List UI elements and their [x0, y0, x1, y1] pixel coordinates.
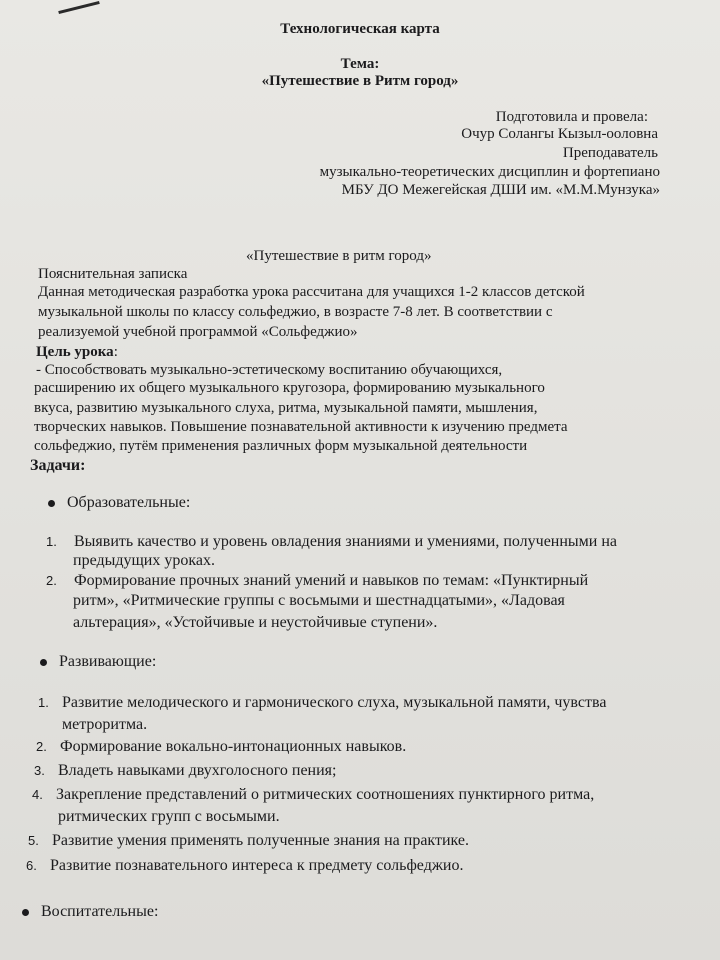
item-text: Развитие познавательного интереса к предмету сольфеджио. [50, 857, 464, 874]
item-number: 2. [36, 739, 47, 754]
tasks-heading: Задачи: [30, 457, 86, 474]
educational-heading [48, 494, 190, 512]
list-item [46, 572, 588, 590]
item-number: 1. [38, 695, 49, 710]
goal-line-5: сольфеджио, путём применения различных форм музыкальной деятельности [34, 438, 528, 454]
item-text: Закрепление представлений о ритмических соотношениях пунктирного ритма, [56, 786, 595, 803]
goal-colon: : [113, 344, 118, 360]
item-number: 6. [26, 858, 37, 873]
goal-line-4: творческих навыков. Повышение познавательной активности к изучению предмета [34, 419, 568, 435]
author-name: Очур Солангы Кызыл-ооловна [461, 126, 658, 142]
upbringing-label: Воспитательные: [41, 903, 159, 920]
item-text: Формирование прочных знаний умений и навыков по темам: «Пунктирный [74, 572, 589, 589]
list-item [46, 533, 617, 551]
explanatory-line-1: Данная методическая разработка урока рассчитана для учащихся 1-2 классов детской [38, 284, 585, 300]
list-item [34, 762, 336, 780]
goal-label: Цель урока [36, 344, 114, 360]
item-number: 5. [28, 833, 39, 848]
item-number: 1. [46, 534, 57, 549]
list-item [32, 786, 594, 804]
upbringing-heading [22, 903, 158, 921]
list-item [26, 857, 463, 875]
topic-label: Тема: [340, 56, 380, 72]
author-school: МБУ ДО Межегейская ДШИ им. «М.М.Мунзука» [341, 182, 660, 198]
item-text: Развитие мелодического и гармонического слуха, музыкальной памяти, чувства [62, 694, 607, 711]
item-text: Развитие умения применять полученные знания на практике. [52, 832, 470, 849]
list-item-cont: ритмических групп с восьмыми. [58, 808, 280, 825]
bullet-icon [48, 500, 55, 507]
topic-title: «Путешествие в Ритм город» [261, 73, 459, 89]
list-item-cont: ритм», «Ритмические группы с восьмыми и шестнадцатыми», «Ладовая [73, 592, 565, 609]
list-item-cont: альтерация», «Устойчивые и неустойчивые ступени». [73, 614, 438, 631]
list-item [28, 832, 469, 850]
developing-heading [40, 653, 156, 671]
goal-line-2: расширению их общего музыкального кругозора, формированию музыкального [34, 380, 545, 396]
list-item [36, 738, 406, 756]
item-number: 2. [46, 573, 57, 588]
developing-label: Развивающие: [59, 653, 157, 670]
item-number: 4. [32, 787, 43, 802]
author-discipline: музыкально-теоретических дисциплин и фортепиано [319, 164, 660, 180]
bullet-icon [22, 909, 29, 916]
goal-line-3: вкуса, развитию музыкального слуха, ритма, музыкальной памяти, мышления, [34, 400, 538, 416]
list-item [38, 694, 606, 712]
author-line-1: Подготовила и провела: [495, 109, 648, 125]
author-position: Преподаватель [562, 145, 658, 161]
bullet-icon [40, 659, 47, 666]
educational-label: Образовательные: [67, 494, 191, 511]
explanatory-heading: Пояснительная записка [38, 266, 188, 282]
explanatory-line-3: реализуемой учебной программой «Сольфеджио» [38, 324, 358, 340]
lesson-title: «Путешествие в ритм город» [246, 248, 432, 264]
item-text: Формирование вокально-интонационных навыков. [60, 738, 407, 755]
doc-title: Технологическая карта [280, 21, 440, 37]
goal-heading [36, 344, 118, 361]
pen-mark [58, 1, 99, 14]
item-text: Выявить качество и уровень овладения знаниями и умениями, полученными на [74, 533, 618, 550]
goal-line-1: - Способствовать музыкально-эстетическому воспитанию обучающихся, [36, 362, 503, 378]
list-item-cont: метроритма. [62, 716, 148, 733]
explanatory-line-2: музыкальной школы по классу сольфеджио, в возрасте 7-8 лет. В соответствии с [38, 304, 553, 320]
list-item-cont: предыдущих уроках. [73, 552, 215, 569]
item-number: 3. [34, 763, 45, 778]
item-text: Владеть навыками двухголосного пения; [58, 762, 337, 779]
